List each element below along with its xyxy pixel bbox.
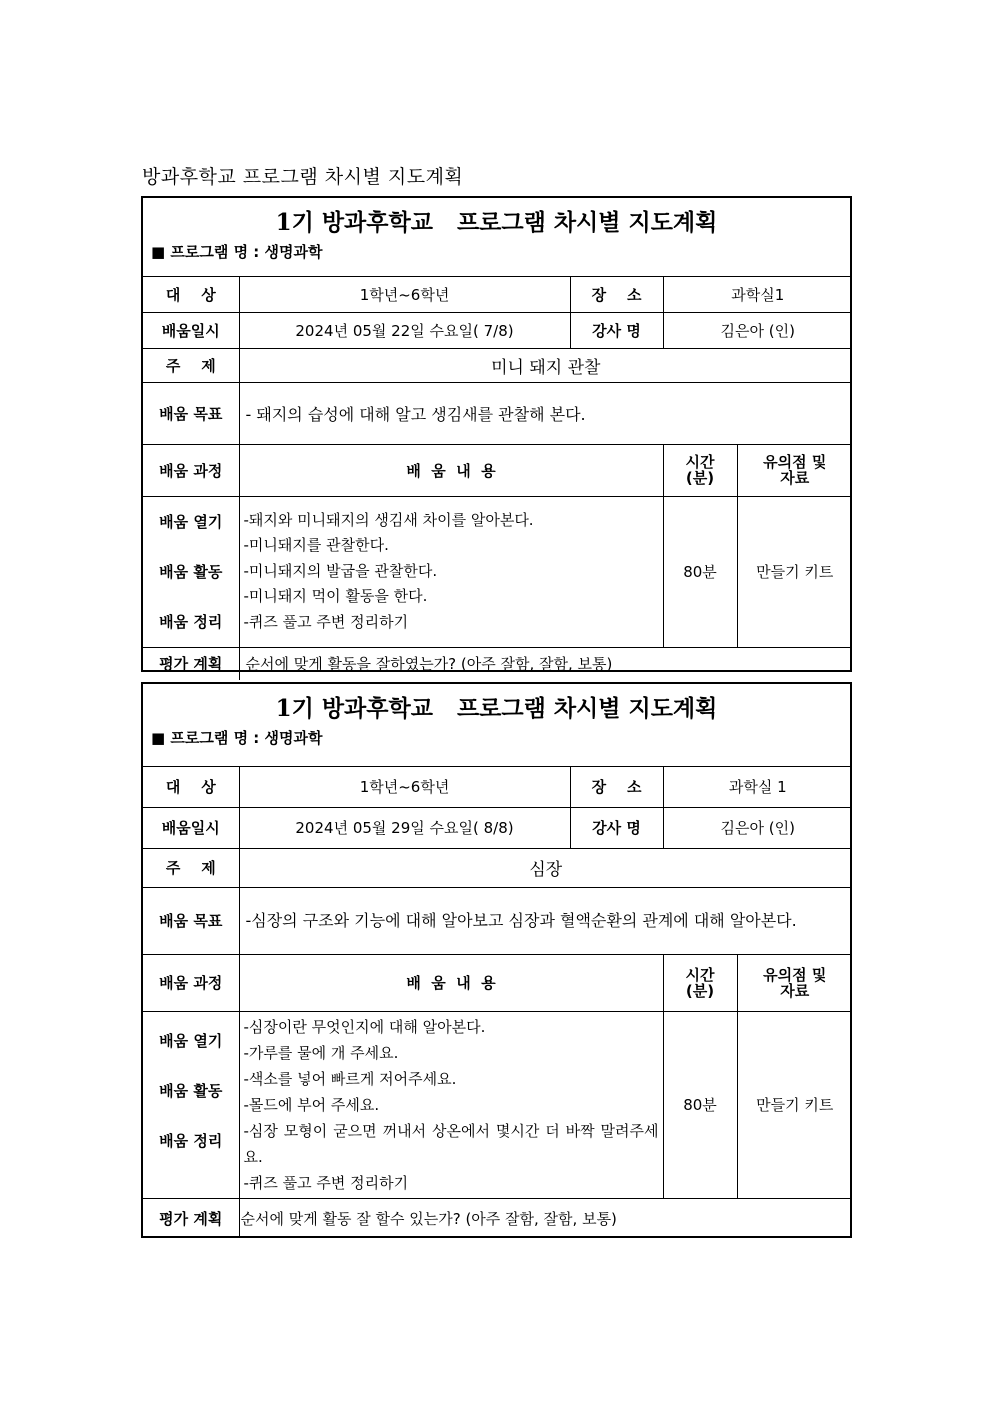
teacher-label: 강사 명 (570, 312, 663, 348)
time-value: 80분 (663, 496, 737, 647)
content-line: -돼지와 미니돼지의 생김새 차이를 알아본다. (243, 510, 534, 529)
content-line: -미니돼지를 관찰한다. (243, 536, 389, 555)
stage-activity: 배움 활동 (159, 562, 223, 581)
content-line: -심장 모형이 굳으면 꺼내서 상온에서 몇시간 더 바짝 말려주세요. (243, 1121, 659, 1166)
plan-title: 1기 방과후학교 프로그램 차시별 지도계획 (275, 695, 718, 722)
target-label: 대 상 (143, 277, 239, 312)
content-header: 배 움 내 용 (239, 954, 663, 1011)
date-value: 2024년 05월 29일 수요일( 8/8) (239, 807, 570, 848)
place-value: 과학실1 (663, 277, 852, 312)
topic-value: 심장 (239, 848, 852, 887)
teacher-label: 강사 명 (570, 807, 663, 848)
place-value: 과학실 1 (663, 767, 852, 807)
goal-value: - 돼지의 습성에 대해 알고 생김새를 관찰해 본다. (239, 382, 852, 444)
topic-label: 주 제 (143, 348, 239, 382)
topic-value: 미니 돼지 관찰 (239, 348, 852, 382)
stage-opening: 배움 열기 (159, 1031, 223, 1050)
goal-value: -심장의 구조와 기능에 대해 알아보고 심장과 혈액순환의 관계에 대해 알아본다. (239, 887, 852, 954)
date-label: 배움일시 (143, 807, 239, 848)
plan-table (143, 767, 852, 1238)
content-line: -퀴즈 풀고 주변 정리하기 (243, 612, 409, 631)
stage-closing: 배움 정리 (159, 612, 223, 631)
content-line: -몰드에 부어 주세요. (243, 1095, 380, 1114)
content-list (239, 1011, 663, 1198)
date-value: 2024년 05월 22일 수요일( 7/8) (239, 312, 570, 348)
content-line: -색소를 넣어 빠르게 저어주세요. (243, 1069, 457, 1088)
lesson-plan-1 (141, 196, 852, 672)
stage-list (143, 496, 239, 647)
plan-header (143, 684, 850, 767)
target-value: 1학년~6학년 (239, 767, 570, 807)
program-name: ■ 프로그램 명 : 생명과학 (151, 729, 323, 747)
document-title: 방과후학교 프로그램 차시별 지도계획 (142, 166, 464, 188)
goal-label: 배움 목표 (143, 887, 239, 954)
lesson-plan-2 (141, 682, 852, 1238)
notes-header: 유의점 및 자료 (737, 444, 852, 496)
content-line: -미니돼지의 발굽을 관찰한다. (243, 561, 438, 580)
content-line: -가루를 물에 개 주세요. (243, 1043, 399, 1062)
place-label: 장 소 (570, 767, 663, 807)
materials-value: 만들기 키트 (737, 496, 852, 647)
time-header: 시간 (분) (663, 444, 737, 496)
target-label: 대 상 (143, 767, 239, 807)
time-header: 시간 (분) (663, 954, 737, 1011)
materials-value: 만들기 키트 (737, 1011, 852, 1198)
plan-header (143, 198, 850, 277)
eval-label: 평가 계획 (143, 1198, 239, 1238)
teacher-value: 김은아 (인) (663, 312, 852, 348)
date-label: 배움일시 (143, 312, 239, 348)
stage-activity: 배움 활동 (159, 1081, 223, 1100)
goal-label: 배움 목표 (143, 382, 239, 444)
content-header: 배 움 내 용 (239, 444, 663, 496)
stage-list (143, 1011, 239, 1198)
content-line: -미니돼지 먹이 활동을 한다. (243, 587, 428, 606)
time-value: 80분 (663, 1011, 737, 1198)
place-label: 장 소 (570, 277, 663, 312)
program-name: ■ 프로그램 명 : 생명과학 (151, 243, 323, 261)
teacher-value: 김은아 (인) (663, 807, 852, 848)
process-header: 배움 과정 (143, 954, 239, 1011)
target-value: 1학년~6학년 (239, 277, 570, 312)
process-header: 배움 과정 (143, 444, 239, 496)
content-list (239, 496, 663, 647)
eval-value: 순서에 맞게 활동 잘 할수 있는가? (아주 잘함, 잘함, 보통) (239, 1198, 852, 1238)
stage-closing: 배움 정리 (159, 1131, 223, 1150)
content-line: -퀴즈 풀고 주변 정리하기 (243, 1173, 409, 1192)
plan-table (143, 277, 852, 680)
notes-header: 유의점 및 자료 (737, 954, 852, 1011)
stage-opening: 배움 열기 (159, 512, 223, 531)
eval-label: 평가 계획 (143, 647, 239, 680)
plan-title: 1기 방과후학교 프로그램 차시별 지도계획 (275, 209, 718, 236)
content-line: -심장이란 무엇인지에 대해 알아본다. (243, 1017, 486, 1036)
eval-value: 순서에 맞게 활동을 잘하였는가? (아주 잘함, 잘함, 보통) (239, 647, 852, 680)
topic-label: 주 제 (143, 848, 239, 887)
